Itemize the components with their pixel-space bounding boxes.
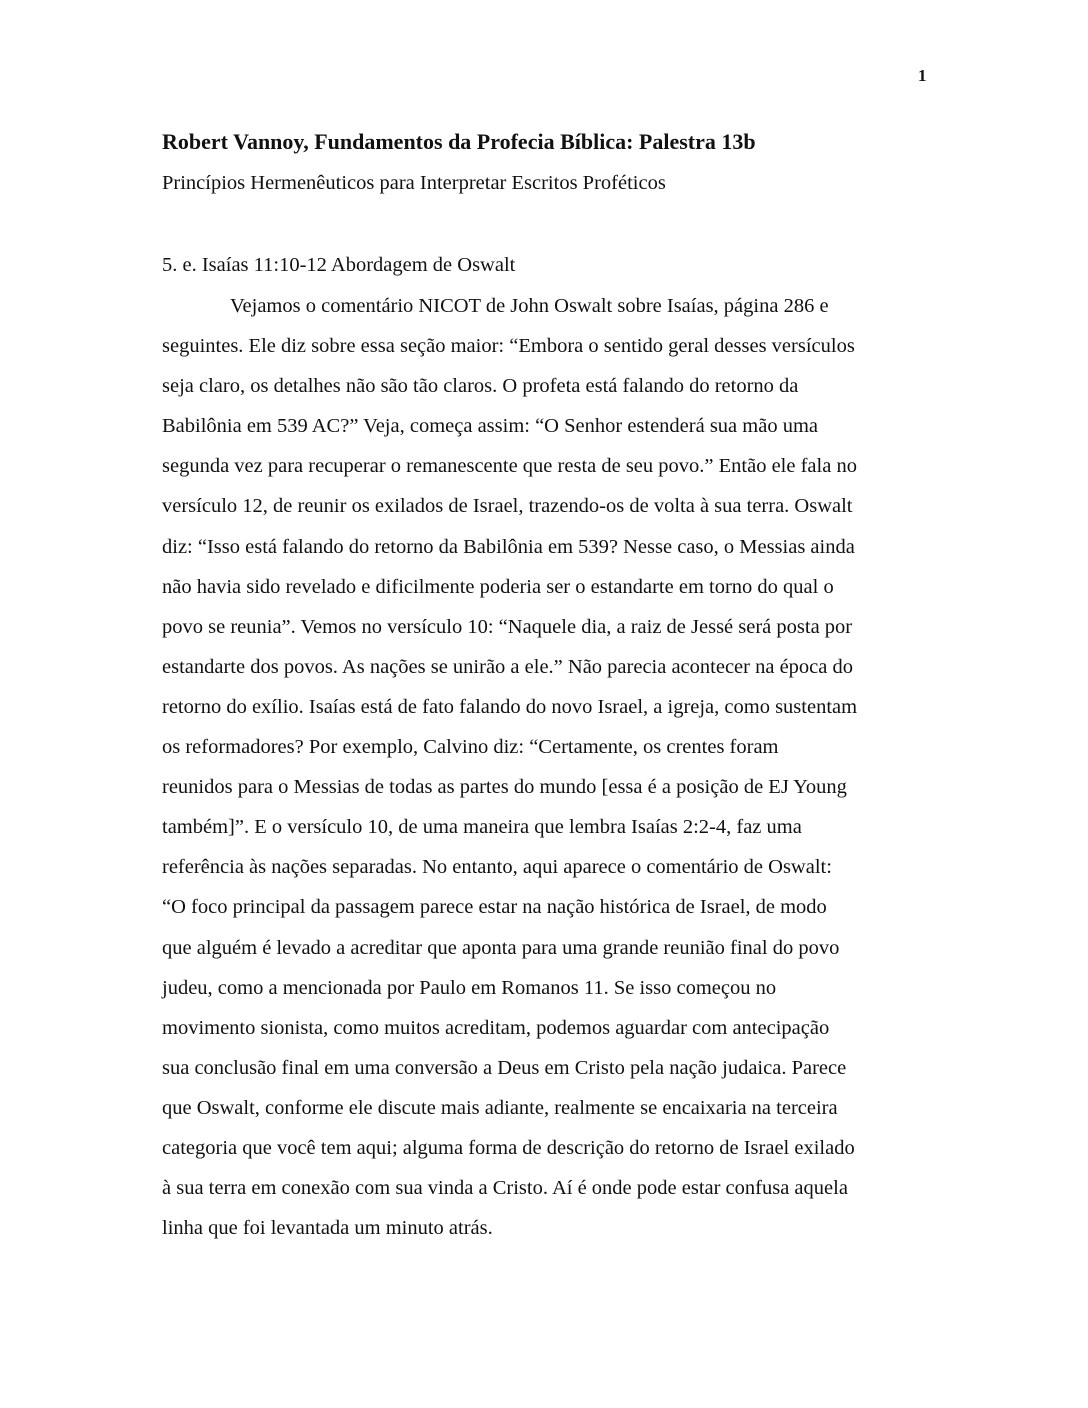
page-number: 1 (918, 66, 927, 85)
paragraph-line: que Oswalt, conforme ele discute mais adiante, realmente se encaixaria na terceira (162, 1096, 838, 1119)
paragraph-line: segunda vez para recuperar o remanescente que resta de seu povo.” Então ele fala no (162, 455, 857, 478)
paragraph-line: Vejamos o comentário NICOT de John Oswalt sobre Isaías, página 286 e (230, 295, 829, 317)
paragraph-line: versículo 12, de reunir os exilados de Israel, trazendo-os de volta à sua terra. Oswalt (162, 495, 853, 518)
paragraph-line: retorno do exílio. Isaías está de fato falando do novo Israel, a igreja, como sustentam (162, 695, 858, 718)
paragraph-line: “O foco principal da passagem parece estar na nação histórica de Israel, de modo (162, 896, 827, 919)
paragraph-line: que alguém é levado a acreditar que aponta para uma grande reunião final do povo (162, 936, 840, 959)
paragraph-line: também]”. E o versículo 10, de uma maneira que lembra Isaías 2:2-4, faz uma (162, 816, 802, 839)
paragraph-line: judeu, como a mencionada por Paulo em Romanos 11. Se isso começou no (162, 976, 777, 999)
body-paragraph (162, 286, 932, 1248)
paragraph-line: povo se reunia”. Vemos no versículo 10: “Naquele dia, a raiz de Jessé será posta por (162, 615, 853, 638)
paragraph-line: seguintes. Ele diz sobre essa seção maior: “Embora o sentido geral desses versículos (162, 335, 855, 358)
paragraph-line: os reformadores? Por exemplo, Calvino diz: “Certamente, os crentes foram (162, 736, 779, 759)
paragraph-line: seja claro, os detalhes não são tão claros. O profeta está falando do retorno da (162, 375, 799, 398)
paragraph-line: diz: “Isso está falando do retorno da Babilônia em 539? Nesse caso, o Messias ainda (162, 535, 855, 558)
paragraph-line: referência às nações separadas. No entanto, aqui aparece o comentário de Oswalt: (162, 856, 832, 879)
paragraph-line: reunidos para o Messias de todas as partes do mundo [essa é a posição de EJ Young (162, 776, 847, 799)
paragraph-line: não havia sido revelado e dificilmente poderia ser o estandarte em torno do qual o (162, 575, 834, 598)
paragraph-line: Babilônia em 539 AC?” Veja, começa assim: “O Senhor estenderá sua mão uma (162, 415, 818, 438)
section-heading: 5. e. Isaías 11:10-12 Abordagem de Oswalt (162, 254, 516, 276)
paragraph-line: sua conclusão final em uma conversão a Deus em Cristo pela nação judaica. Parece (162, 1056, 847, 1079)
paragraph-line: estandarte dos povos. As nações se unirão a ele.” Não parecia acontecer na época do (162, 655, 853, 678)
document-subtitle: Princípios Hermenêuticos para Interpretar Escritos Proféticos (162, 172, 666, 194)
document-title: Robert Vannoy, Fundamentos da Profecia Bíblica: Palestra 13b (162, 129, 756, 154)
paragraph-line: movimento sionista, como muitos acreditam, podemos aguardar com antecipação (162, 1016, 830, 1039)
paragraph-line: à sua terra em conexão com sua vinda a Cristo. Aí é onde pode estar confusa aquela (162, 1177, 848, 1200)
paragraph-line: linha que foi levantada um minuto atrás. (162, 1217, 493, 1240)
paragraph-line: categoria que você tem aqui; alguma forma de descrição do retorno de Israel exilado (162, 1136, 855, 1159)
